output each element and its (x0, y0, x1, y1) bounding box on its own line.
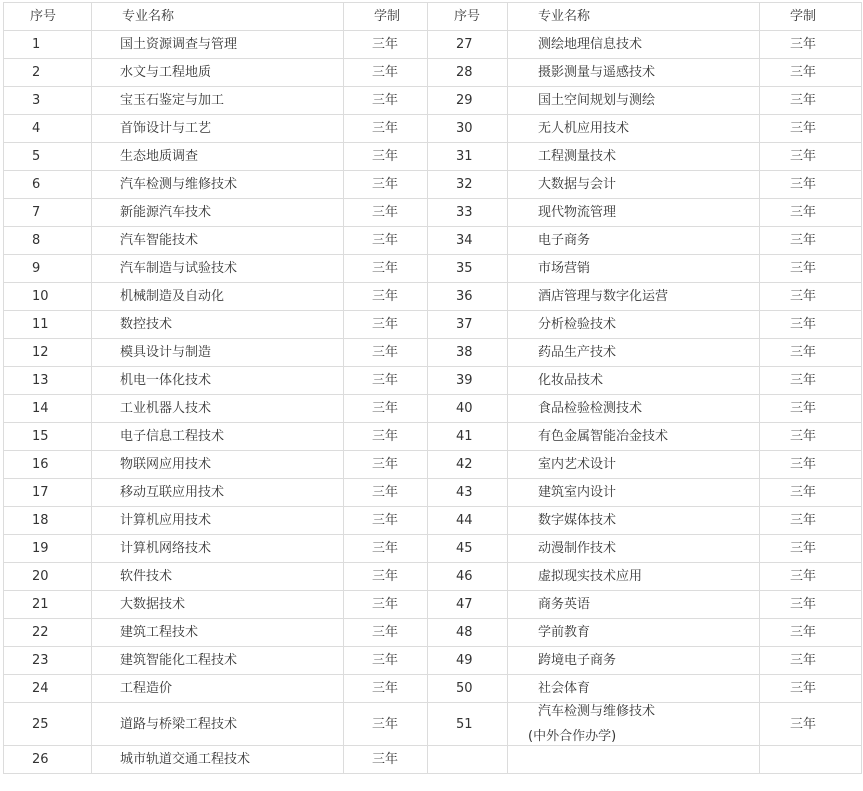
duration: 三年 (760, 59, 862, 87)
major-name: 有色金属智能冶金技术 (508, 423, 760, 451)
duration: 三年 (344, 619, 428, 647)
table-body (4, 31, 862, 774)
major-name: 工程测量技术 (508, 143, 760, 171)
duration: 三年 (760, 675, 862, 703)
row-number: 17 (4, 479, 92, 507)
duration: 三年 (760, 87, 862, 115)
major-name: 药品生产技术 (508, 339, 760, 367)
table-row (4, 87, 862, 115)
duration: 三年 (344, 395, 428, 423)
row-number: 15 (4, 423, 92, 451)
row-number: 10 (4, 283, 92, 311)
duration: 三年 (760, 367, 862, 395)
duration: 三年 (344, 59, 428, 87)
major-name: 道路与桥梁工程技术 (92, 703, 344, 746)
duration: 三年 (344, 675, 428, 703)
major-name: 工业机器人技术 (92, 395, 344, 423)
row-number: 1 (4, 31, 92, 59)
major-name: 建筑智能化工程技术 (92, 647, 344, 675)
row-number: 34 (428, 227, 508, 255)
major-name (508, 703, 760, 746)
row-number: 2 (4, 59, 92, 87)
row-number: 41 (428, 423, 508, 451)
major-name: 模具设计与制造 (92, 339, 344, 367)
row-number: 14 (4, 395, 92, 423)
major-name: 数控技术 (92, 311, 344, 339)
row-number: 40 (428, 395, 508, 423)
row-number: 43 (428, 479, 508, 507)
duration: 三年 (344, 115, 428, 143)
duration: 三年 (344, 423, 428, 451)
duration: 三年 (760, 115, 862, 143)
row-number: 23 (4, 647, 92, 675)
table-row (4, 199, 862, 227)
table-row (4, 746, 862, 774)
table-row (4, 675, 862, 703)
duration: 三年 (344, 563, 428, 591)
table-row (4, 647, 862, 675)
duration: 三年 (760, 339, 862, 367)
table-row (4, 143, 862, 171)
row-number: 33 (428, 199, 508, 227)
duration: 三年 (760, 171, 862, 199)
major-name: 新能源汽车技术 (92, 199, 344, 227)
row-number: 24 (4, 675, 92, 703)
duration: 三年 (344, 227, 428, 255)
duration: 三年 (760, 563, 862, 591)
row-number: 50 (428, 675, 508, 703)
duration: 三年 (344, 283, 428, 311)
duration: 三年 (760, 395, 862, 423)
major-name: 分析检验技术 (508, 311, 760, 339)
row-number: 20 (4, 563, 92, 591)
row-number: 36 (428, 283, 508, 311)
duration: 三年 (760, 31, 862, 59)
row-number: 9 (4, 255, 92, 283)
table-row (4, 339, 862, 367)
duration: 三年 (760, 311, 862, 339)
major-name: 酒店管理与数字化运营 (508, 283, 760, 311)
row-number: 45 (428, 535, 508, 563)
major-name: 跨境电子商务 (508, 647, 760, 675)
header-no: 序号 (4, 3, 92, 31)
duration: 三年 (344, 591, 428, 619)
major-name-line1: 汽车检测与维修技术 (538, 704, 656, 719)
duration: 三年 (760, 227, 862, 255)
major-name: 城市轨道交通工程技术 (92, 746, 344, 774)
row-number: 12 (4, 339, 92, 367)
table-row (4, 367, 862, 395)
row-number: 37 (428, 311, 508, 339)
duration: 三年 (760, 479, 862, 507)
header-name: 专业名称 (92, 3, 344, 31)
duration: 三年 (344, 87, 428, 115)
major-name: 现代物流管理 (508, 199, 760, 227)
duration: 三年 (760, 703, 862, 746)
row-number: 13 (4, 367, 92, 395)
duration: 三年 (760, 535, 862, 563)
duration: 三年 (344, 479, 428, 507)
table-row (4, 703, 862, 746)
major-name: 首饰设计与工艺 (92, 115, 344, 143)
table-row (4, 115, 862, 143)
table-row (4, 283, 862, 311)
major-name: 宝玉石鉴定与加工 (92, 87, 344, 115)
duration: 三年 (760, 283, 862, 311)
major-name: 机电一体化技术 (92, 367, 344, 395)
row-number: 19 (4, 535, 92, 563)
duration: 三年 (760, 647, 862, 675)
major-name: 计算机应用技术 (92, 507, 344, 535)
major-name-line2: (中外合作办学) (528, 729, 617, 744)
major-name: 室内艺术设计 (508, 451, 760, 479)
row-number: 26 (4, 746, 92, 774)
duration: 三年 (344, 311, 428, 339)
row-number: 7 (4, 199, 92, 227)
major-name: 化妆品技术 (508, 367, 760, 395)
row-number: 32 (428, 171, 508, 199)
duration: 三年 (344, 31, 428, 59)
major-name: 数字媒体技术 (508, 507, 760, 535)
major-name: 软件技术 (92, 563, 344, 591)
major-name: 市场营销 (508, 255, 760, 283)
row-number: 35 (428, 255, 508, 283)
major-name: 大数据技术 (92, 591, 344, 619)
row-number: 18 (4, 507, 92, 535)
duration: 三年 (344, 339, 428, 367)
duration: 三年 (760, 423, 862, 451)
major-name: 建筑工程技术 (92, 619, 344, 647)
duration: 三年 (760, 619, 862, 647)
row-number: 30 (428, 115, 508, 143)
major-name: 汽车制造与试验技术 (92, 255, 344, 283)
row-number: 42 (428, 451, 508, 479)
duration: 三年 (760, 255, 862, 283)
table-row (4, 479, 862, 507)
row-number: 8 (4, 227, 92, 255)
row-number: 22 (4, 619, 92, 647)
duration: 三年 (760, 199, 862, 227)
major-name: 物联网应用技术 (92, 451, 344, 479)
table-row (4, 507, 862, 535)
row-number: 25 (4, 703, 92, 746)
row-number: 27 (428, 31, 508, 59)
duration: 三年 (344, 255, 428, 283)
duration: 三年 (344, 171, 428, 199)
table-row (4, 171, 862, 199)
table-row (4, 395, 862, 423)
duration: 三年 (344, 535, 428, 563)
major-name: 机械制造及自动化 (92, 283, 344, 311)
major-name: 无人机应用技术 (508, 115, 760, 143)
table-row (4, 31, 862, 59)
major-name: 国土资源调查与管理 (92, 31, 344, 59)
header-no-2: 序号 (428, 3, 508, 31)
major-name: 动漫制作技术 (508, 535, 760, 563)
empty-cell (508, 746, 760, 774)
major-name: 商务英语 (508, 591, 760, 619)
header-duration-2: 学制 (760, 3, 862, 31)
empty-cell (760, 746, 862, 774)
table-row (4, 423, 862, 451)
duration: 三年 (760, 591, 862, 619)
major-name: 测绘地理信息技术 (508, 31, 760, 59)
row-number: 11 (4, 311, 92, 339)
table-row (4, 451, 862, 479)
major-name: 建筑室内设计 (508, 479, 760, 507)
major-name: 移动互联应用技术 (92, 479, 344, 507)
major-name: 汽车智能技术 (92, 227, 344, 255)
duration: 三年 (344, 367, 428, 395)
row-number: 6 (4, 171, 92, 199)
table-row (4, 311, 862, 339)
table-row (4, 563, 862, 591)
major-name: 国土空间规划与测绘 (508, 87, 760, 115)
row-number: 5 (4, 143, 92, 171)
major-name: 电子信息工程技术 (92, 423, 344, 451)
duration: 三年 (344, 143, 428, 171)
table-row (4, 591, 862, 619)
majors-table (3, 2, 862, 774)
duration: 三年 (344, 647, 428, 675)
row-number: 3 (4, 87, 92, 115)
duration: 三年 (760, 451, 862, 479)
duration: 三年 (760, 507, 862, 535)
row-number: 31 (428, 143, 508, 171)
duration: 三年 (344, 507, 428, 535)
major-name: 电子商务 (508, 227, 760, 255)
table-row (4, 535, 862, 563)
row-number: 48 (428, 619, 508, 647)
row-number: 4 (4, 115, 92, 143)
row-number: 28 (428, 59, 508, 87)
major-name: 汽车检测与维修技术 (92, 171, 344, 199)
header-row (4, 3, 862, 31)
duration: 三年 (344, 703, 428, 746)
empty-cell (428, 746, 508, 774)
row-number: 51 (428, 703, 508, 746)
major-name: 大数据与会计 (508, 171, 760, 199)
major-name: 水文与工程地质 (92, 59, 344, 87)
duration: 三年 (344, 451, 428, 479)
table-row (4, 59, 862, 87)
row-number: 49 (428, 647, 508, 675)
major-name: 计算机网络技术 (92, 535, 344, 563)
table-row (4, 255, 862, 283)
header-name-2: 专业名称 (508, 3, 760, 31)
row-number: 21 (4, 591, 92, 619)
major-name: 虚拟现实技术应用 (508, 563, 760, 591)
major-name: 生态地质调查 (92, 143, 344, 171)
row-number: 47 (428, 591, 508, 619)
row-number: 16 (4, 451, 92, 479)
major-name: 工程造价 (92, 675, 344, 703)
duration: 三年 (344, 199, 428, 227)
row-number: 44 (428, 507, 508, 535)
table-row (4, 619, 862, 647)
major-name: 学前教育 (508, 619, 760, 647)
row-number: 38 (428, 339, 508, 367)
duration: 三年 (344, 746, 428, 774)
row-number: 46 (428, 563, 508, 591)
duration: 三年 (760, 143, 862, 171)
row-number: 39 (428, 367, 508, 395)
major-name: 摄影测量与遥感技术 (508, 59, 760, 87)
table-row (4, 227, 862, 255)
major-name: 食品检验检测技术 (508, 395, 760, 423)
row-number: 29 (428, 87, 508, 115)
header-duration: 学制 (344, 3, 428, 31)
major-name: 社会体育 (508, 675, 760, 703)
